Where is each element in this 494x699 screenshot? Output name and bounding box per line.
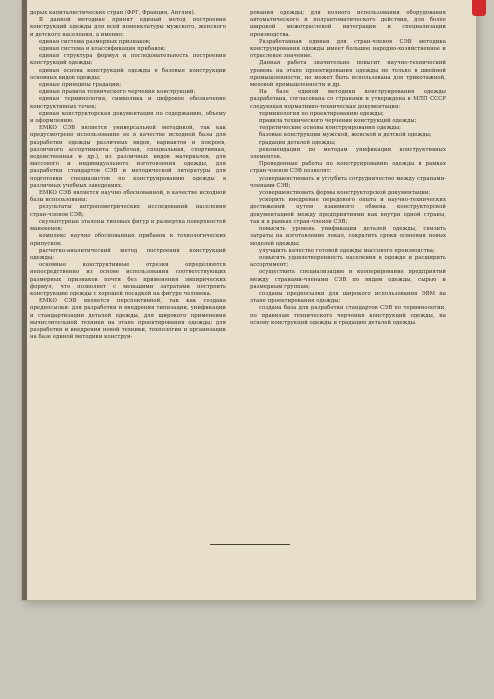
paragraph: В данной методике принят единый метод построения конструкций одежды для всей номенклатуры мужского, женского и детского населения, а именно: bbox=[30, 17, 226, 38]
paragraph: Проведенные работы по конструированию одежды в рамках стран-членов СЭВ позволят: bbox=[250, 161, 446, 175]
paragraph: усовершенствовать формы конструкторской документации; bbox=[259, 190, 431, 197]
paragraph: базовые конструкции мужской, женской и детской одежды; bbox=[259, 132, 432, 139]
paragraph: единые принципы градации; bbox=[39, 82, 122, 89]
paragraph: единая терминология, символика и цифровое обозначение конструктивных точек; bbox=[30, 96, 226, 110]
closing-rule bbox=[210, 544, 290, 545]
paragraph: рования одежды; для полного использования оборудования автоматического и полуавтоматического действия, для более широкой межотраслевой интеграции и специализации производства. bbox=[250, 10, 446, 38]
right-text-column bbox=[250, 10, 446, 327]
paragraph: На базе единой методики конструирования одежды разработана, согласована со странами и утверждена в МЛП СССР следующая нормативно-техническая документация: bbox=[250, 89, 446, 110]
paragraph: единая основа конструкций одежды в базовые конструкции основных видов одежды; bbox=[30, 67, 226, 81]
paragraph: усовершенствовать и углубить сотрудничество между странами-членами СЭВ; bbox=[250, 175, 446, 189]
paragraph: созданы предпосылки для широкого использования ЭВМ на этапе проектирования одежды; bbox=[250, 290, 446, 305]
paragraph: Разработанная единая для стран-членов СЭВ методика конструирования одежды имеет большое народно-хозяйственное и отраслевое значение. bbox=[250, 38, 446, 60]
paragraph: градация деталей одежды; bbox=[259, 139, 336, 146]
paragraph: повысить удовлетворенность населения в одежде и расширить ассортимент; bbox=[250, 254, 446, 269]
paragraph: ЕМКО СЭВ является перспективной, так как создана предпосылки: для разработки и внедрения типизации, унификации и стандартизации деталей одежды, для широкого применения вычислительной техники на этапе проектирования одежды; для разработки и внедрения новой техники, технологии и организации на базе единой методики конструи- bbox=[30, 298, 226, 341]
paragraph: основные конструктивные отрезки определяются непосредственно из основе использования соответствующих размерных признаков почти без применения эмпирических формул, что позволяет с меньшими затратами построить конструкцию одежды с хорошей посадкой на фигуре человека. bbox=[30, 262, 226, 297]
paragraph: единая система размерных признаков; bbox=[39, 38, 151, 45]
left-text-column bbox=[30, 10, 226, 341]
paragraph: ЕМКО СЭВ является научно обоснованной, в качестве исходной базы использованы: bbox=[30, 190, 226, 204]
page-binding-edge bbox=[22, 0, 27, 600]
paragraph: улучшить качество готовой одежды массового производства; bbox=[259, 247, 435, 254]
paragraph: ЕМКО СЭВ является универсальной методикой, так как предусмотрено использование ее в качестве исходной базы для разработки одежды различных видов, вариантов и покроев, различного ассортимента (рабочая, специальная, спортивная, ведомственная и др.), из различных видов материалов, для массового и индивидуального изготовления одежды, для разработки стандартов СЭВ и методической литературы для подготовки специалистов по конструированию одежды в различных учебных заведениях. bbox=[30, 125, 226, 189]
paragraph: единая система и классификация прибавок; bbox=[39, 46, 166, 53]
paragraph: терминология по проектированию одежды; bbox=[259, 110, 384, 117]
paragraph: единая конструкторская документация по содержанию, объему и оформлению. bbox=[30, 110, 226, 125]
paragraph: расчетно-аналитический метод построения конструкций одежды; bbox=[30, 247, 226, 261]
paragraph: результаты антропометрических исследований населения стран-членов СЭВ; bbox=[30, 204, 226, 218]
paragraph: комплекс научно обоснованных прибавок и технологических припусков; bbox=[30, 233, 226, 247]
paragraph: рекомендации по методам унификации конструктивных элементов. bbox=[250, 146, 446, 161]
paragraph: единая структура формул и последовательность построения конструкций одежды; bbox=[30, 53, 226, 67]
bookmark-tab bbox=[472, 0, 486, 16]
paragraph: создана база для разработки стандартов СЭВ по терминологии, по правилам технического черчения конструкций одежды, на основу конструкций одежды и градацию деталей одежды. bbox=[250, 305, 446, 326]
paragraph: Данная работа значительно повысит научно-технический уровень на этапе проектирования одежды не только в швейной промышленности, но может быть использована для трикотажной, меховой промышленности и др. bbox=[250, 60, 446, 89]
paragraph: повысить уровень унификации деталей одежды, снизить затраты на изготовление лекал, сократить сроки освоения новых моделей одежды; bbox=[250, 226, 446, 247]
paragraph: осуществить специализацию и кооперирование предприятий между странами-членами СЭВ по видам одежды, сырью и размерным группам; bbox=[250, 269, 446, 290]
paragraph: правила технического черчения конструкций одежды; bbox=[259, 118, 417, 125]
paragraph: скульптурные эталоны типовых фигур и развертка поверхностей манекенов; bbox=[30, 218, 226, 233]
paragraph: единые правила технического черчения конструкций; bbox=[39, 89, 196, 96]
paragraph: ускорить внедрение передового опыта и научно-технических достижений путем взаимного обмена конструкторской документацией между предприятиями как внутри одной страны, так и в рамках стран-членов СЭВ; bbox=[250, 197, 446, 225]
paragraph: дорых капиталистических стран (ФРГ, Франция, Англия). bbox=[30, 10, 196, 16]
paragraph: теоретические основы конструирования одежды; bbox=[259, 125, 401, 132]
